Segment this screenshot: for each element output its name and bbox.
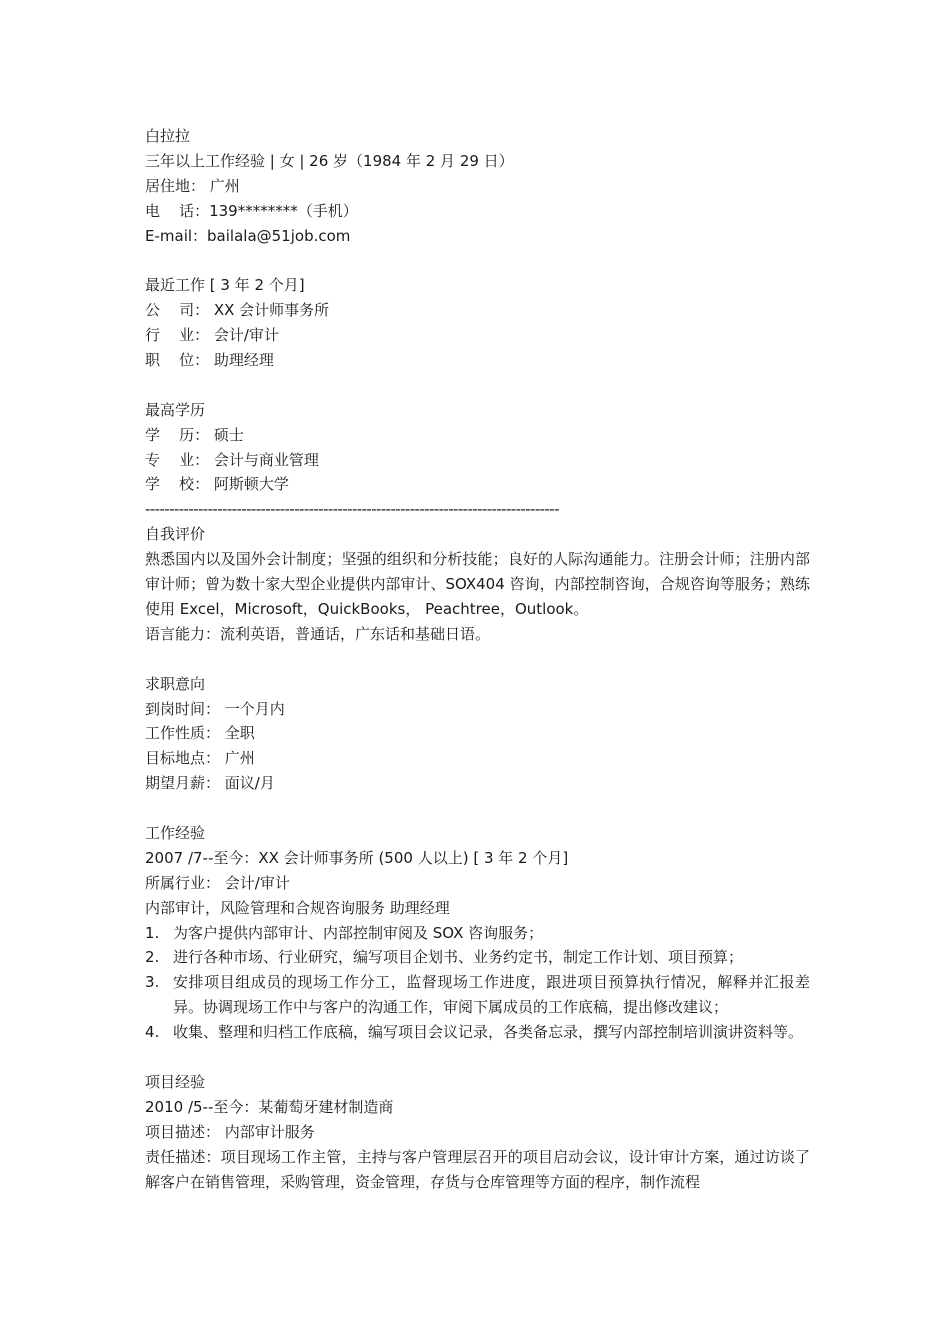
education-major-row: [145, 448, 810, 473]
field-label: 到岗时间：: [145, 699, 221, 718]
phone-row: [145, 199, 810, 224]
list-item-text: 安排项目组成员的现场工作分工，监督现场工作进度，跟进项目预算执行情况，解释并汇报差异。协调现场工作中与客户的沟通工作，审阅下属成员的工作底稿，提出修改建议；: [173, 973, 810, 1017]
spacer: [145, 373, 810, 398]
list-number: 3.: [145, 973, 160, 992]
list-item-text: 为客户提供内部审计、内部控制审阅及 SOX 咨询服务；: [173, 923, 544, 942]
list-item: [145, 921, 810, 946]
recent-job-industry-row: [145, 323, 810, 348]
field-value: 广州: [224, 749, 255, 768]
job-intent-location-row: [145, 746, 810, 771]
field-label: 职 位：: [145, 351, 210, 370]
job-intent-title: 求职意向: [145, 674, 206, 693]
residence-value: 广州: [209, 176, 240, 195]
list-number: 1.: [145, 923, 160, 942]
duty-list: [145, 921, 810, 1046]
work-exp-period: 2007 /7--至今：XX 会计师事务所 (500 人以上) [ 3 年 2 个月]: [145, 848, 569, 867]
field-label: 公 司：: [145, 301, 210, 320]
spacer: [145, 796, 810, 821]
field-label: 所属行业：: [145, 873, 221, 892]
email-value: bailala@51job.com: [207, 226, 351, 245]
candidate-name: 白拉拉: [145, 127, 191, 145]
field-value: 硕士: [213, 425, 244, 444]
field-label: 学 历：: [145, 425, 210, 444]
work-exp-title: 工作经验: [145, 823, 206, 842]
list-number: 4.: [145, 1023, 160, 1042]
field-label: 目标地点：: [145, 749, 221, 768]
recent-job-position-row: [145, 348, 810, 373]
project-exp-period: 2010 /5--至今：某葡萄牙建材制造商: [145, 1097, 394, 1116]
field-value: 内部审计服务: [224, 1122, 315, 1141]
project-desc-row: [145, 1120, 810, 1145]
list-item-text: 收集、整理和归档工作底稿，编写项目会议记录，各类备忘录，撰写内部控制培训演讲资料等。: [173, 1023, 804, 1042]
work-exp-industry-row: [145, 871, 810, 896]
job-intent-availability-row: [145, 697, 810, 722]
field-label: 工作性质：: [145, 724, 221, 743]
recent-job-title: 最近工作 [ 3 年 2 个月]: [145, 276, 305, 295]
work-exp-position: 内部审计，风险管理和合规咨询服务 助理经理: [145, 898, 450, 917]
residence-row: [145, 174, 810, 199]
list-item: [145, 1020, 810, 1045]
job-intent-salary-row: [145, 771, 810, 796]
phone-label: 电 话：: [145, 201, 210, 220]
candidate-summary: 三年以上工作经验 | 女 | 26 岁（1984 年 2 月 29 日）: [145, 151, 514, 170]
email-label: E-mail：: [145, 226, 208, 245]
list-number: 2.: [145, 948, 160, 967]
education-title: 最高学历: [145, 400, 206, 419]
spacer: [145, 1045, 810, 1070]
field-label: 学 校：: [145, 475, 210, 494]
spacer: [145, 647, 810, 672]
language-skills: 语言能力：流利英语，普通话，广东话和基础日语。: [145, 624, 491, 643]
field-value: 阿斯顿大学: [213, 475, 289, 494]
email-row: [145, 224, 810, 249]
recent-job-company-row: [145, 298, 810, 323]
list-item-text: 进行各种市场、行业研究，编写项目企划书、业务约定书，制定工作计划、项目预算；: [173, 948, 744, 967]
residence-label: 居住地：: [145, 176, 206, 195]
field-value: 会计/审计: [224, 873, 290, 892]
project-exp-title: 项目经验: [145, 1072, 206, 1091]
self-eval-text: 熟悉国内以及国外会计制度；坚强的组织和分析技能；良好的人际沟通能力。注册会计师；注册内部审计师；曾为数十家大型企业提供内部审计、SOX404 咨询，内部控制咨询，合规咨询等服务；熟练使用 Excel，Microsoft，QuickBooks， Peachtree，Outlook。: [145, 550, 810, 618]
section-divider: --------------------------------------------------------------------------------------: [145, 500, 559, 519]
list-item: [145, 945, 810, 970]
phone-value: 139********（手机）: [209, 201, 358, 220]
field-value: XX 会计师事务所: [213, 301, 330, 320]
education-school-row: [145, 472, 810, 497]
field-value: 会计与商业管理: [213, 450, 319, 469]
resume-content: [145, 124, 810, 1194]
field-label: 责任描述：: [145, 1147, 221, 1166]
job-intent-type-row: [145, 721, 810, 746]
spacer: [145, 248, 810, 273]
field-value: 会计/审计: [213, 326, 279, 345]
field-value: 项目现场工作主管，主持与客户管理层召开的项目启动会议，设计审计方案，通过访谈了解客户在销售管理，采购管理，资金管理，存货与仓库管理等方面的程序，制作流程: [145, 1147, 810, 1191]
field-value: 助理经理: [213, 351, 274, 370]
project-resp-row: [145, 1145, 810, 1195]
self-eval-title: 自我评价: [145, 525, 206, 544]
field-label: 行 业：: [145, 326, 210, 345]
field-value: 全职: [224, 724, 255, 743]
field-value: 面议/月: [224, 774, 275, 793]
field-value: 一个月内: [224, 699, 285, 718]
field-label: 项目描述：: [145, 1122, 221, 1141]
list-item: [145, 970, 810, 1020]
education-degree-row: [145, 423, 810, 448]
field-label: 专 业：: [145, 450, 210, 469]
field-label: 期望月薪：: [145, 774, 221, 793]
